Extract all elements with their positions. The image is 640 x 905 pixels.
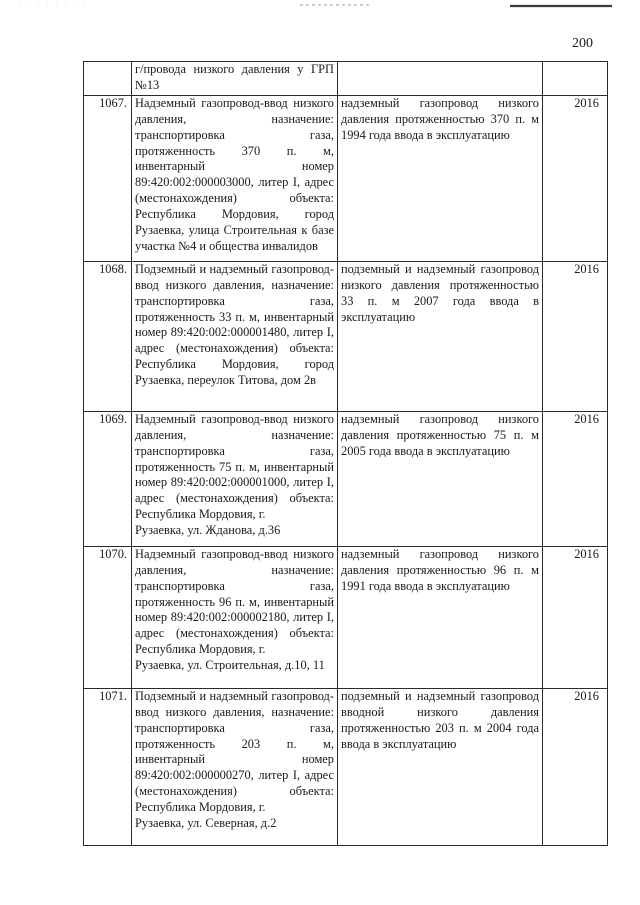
object-description-text: подземный и надземный газопровод вводной низкого давления протяженностью 203 п. м 2004 года ввода в эксплуатацию [341,688,539,751]
page-number: 200 [572,36,593,51]
object-name-text: Подземный и надземный газопровод-ввод низкого давления, назначение: транспортировка газа, протяженность 203 п. м, инвентарный номер 89:420:002:000000270, литер I, адрес (местонахождения) объекта: Республика Мордовия, г. [135,688,334,815]
object-name-cell [132,95,338,261]
object-description-text: подземный и надземный газопровод низкого давления протяженностью 33 п. м 2007 года ввода в эксплуатацию [341,261,539,324]
row-number-cell [84,62,132,96]
table-row [84,261,608,411]
object-description-text: надземный газопровод низкого давления протяженностью 75 п. м 2005 года ввода в эксплуатацию [341,411,539,458]
table-row [84,62,608,96]
property-register-table [83,61,608,846]
object-description-cell [338,95,543,261]
object-name-cell [132,546,338,688]
year-cell: 2016 [543,546,608,688]
object-description-cell [338,411,543,546]
table-row [84,546,608,688]
object-description-cell [338,261,543,411]
table-row [84,411,608,546]
object-name-cell [132,411,338,546]
object-description-cell [338,62,543,96]
object-name-cell [132,261,338,411]
object-name-text: Надземный газопровод-ввод низкого давления, назначение: транспортировка газа, протяженность 75 п. м, инвентарный номер 89:420:002:000001000, литер I, адрес (местонахождения) объекта: Республика Мордовия, г. [135,411,334,522]
year-cell: 2016 [543,261,608,411]
row-number-cell: 1069. [84,411,132,546]
object-name-text: Надземный газопровод-ввод низкого давления, назначение: транспортировка газа, протяженность 96 п. м, инвентарный номер 89:420:002:000002180, литер I, адрес (местонахождения) объекта: Республика Мордовия, г. [135,546,334,657]
object-name-text: Рузаевка, ул. Строительная, д.10, 11 [135,658,325,673]
object-name-cell [132,688,338,845]
table-row [84,95,608,261]
row-number-cell: 1068. [84,261,132,411]
object-name-text: Рузаевка, ул. Жданова, д.36 [135,523,281,538]
table-row [84,688,608,845]
object-name-text: Подземный и надземный газопровод-ввод низкого давления, назначение: транспортировка газа, протяженность 33 п. м, инвентарный номер 89:420:002:000001480, литер I, адрес (местонахождения) объекта: Республика Мордовия, город Рузаевка, переулок Титова, дом 2в [135,261,334,388]
object-name-cell [132,62,338,96]
row-number-cell: 1070. [84,546,132,688]
year-cell: 2016 [543,411,608,546]
scan-artifact-top [0,0,640,14]
row-number-cell: 1071. [84,688,132,845]
row-number-cell: 1067. [84,95,132,261]
object-name-text: Рузаевка, ул. Северная, д.2 [135,816,277,831]
object-description-cell [338,546,543,688]
object-description-text: надземный газопровод низкого давления протяженностью 370 п. м 1994 года ввода в эксплуатацию [341,95,539,142]
year-cell: 2016 [543,95,608,261]
year-cell: 2016 [543,688,608,845]
object-name-text: г/провода низкого давления у ГРП №13 [135,62,334,92]
year-cell [543,62,608,96]
object-description-text: надземный газопровод низкого давления протяженностью 96 п. м 1991 года ввода в эксплуатацию [341,546,539,593]
object-description-cell [338,688,543,845]
object-name-text: Надземный газопровод-ввод низкого давления, назначение: транспортировка газа, протяженность 370 п. м, инвентарный номер 89:420:002:000003000, литер I, адрес (местонахождения) объекта: Республика Мордовия, город Рузаевка, улица Строительная к базе участка №4 и общества инвалидов [135,95,334,253]
